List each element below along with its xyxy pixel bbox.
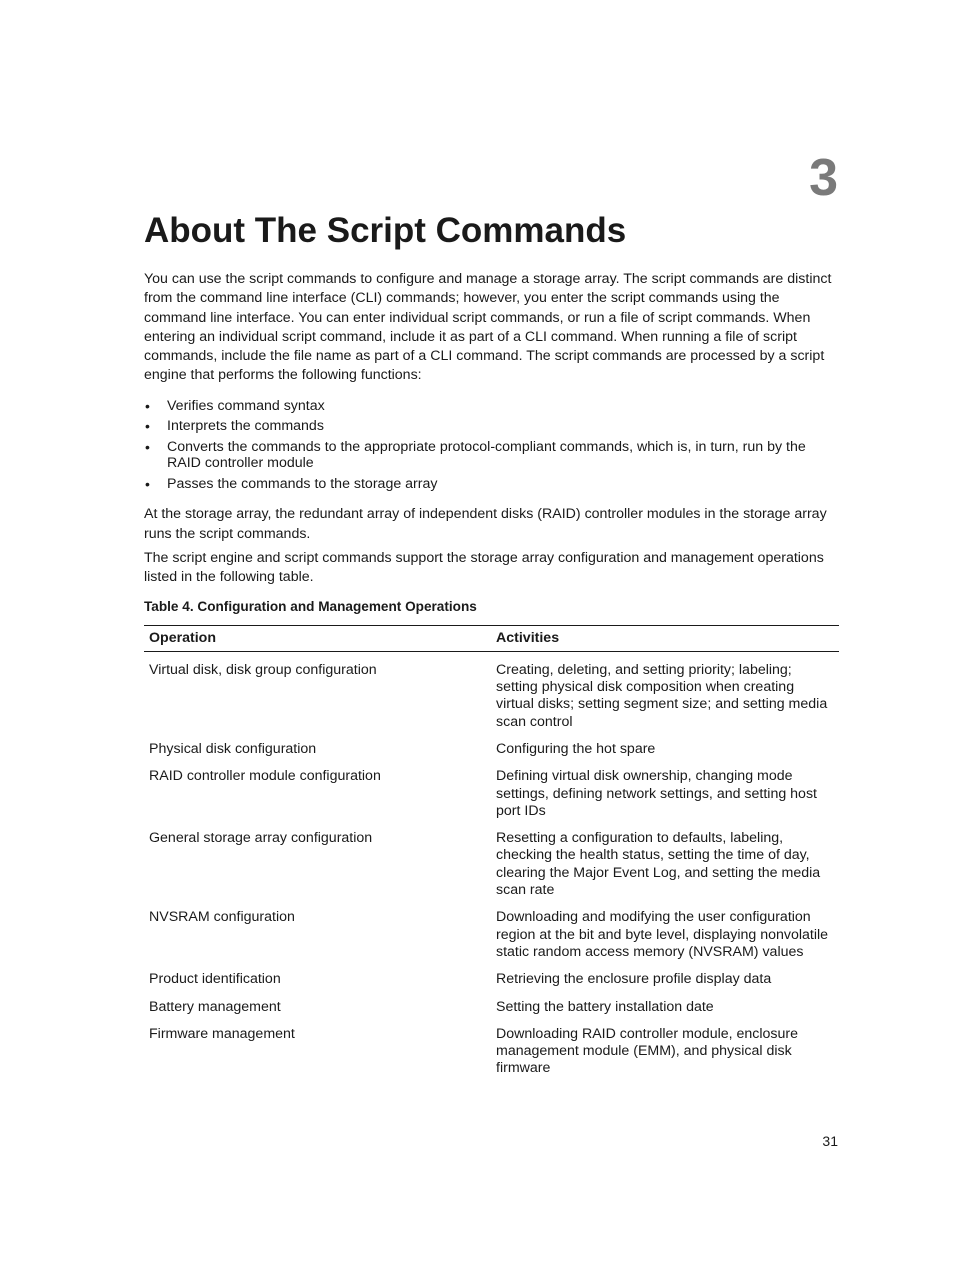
intro-paragraph: You can use the script commands to configure and manage a storage array. The script commands are distinct from the command line interface (CLI) commands; however, you enter the script commands using the command line interface. You can enter individual script commands, or run a file of script commands. When entering an individual script command, include it as part of a CLI command. When running a file of script commands, include the file name as part of a CLI command. The script commands are processed by a script engine that performs the following functions: <box>144 271 832 384</box>
list-item: • Verifies command syntax <box>144 398 839 415</box>
activities-cell: Setting the battery installation date <box>496 998 714 1015</box>
chapter-number: 3 <box>809 149 838 207</box>
operations-table <box>144 625 839 1084</box>
page-number: 31 <box>822 1133 838 1149</box>
operation-cell: Virtual disk, disk group configuration <box>149 661 377 678</box>
table-intro-paragraph: The script engine and script commands support the storage array configuration and management operations listed in the following table. <box>144 549 824 586</box>
storage-array-paragraph: At the storage array, the redundant array of independent disks (RAID) controller modules in the storage array runs the script commands. <box>144 506 827 542</box>
activities-cell: Downloading and modifying the user configuration region at the bit and byte level, displaying nonvolatile static random access memory (NVSRAM) values <box>496 909 829 960</box>
activities-cell: Retrieving the enclosure profile display data <box>496 971 772 988</box>
operation-cell: Product identification <box>149 971 281 988</box>
list-item: • Passes the commands to the storage array <box>144 476 839 493</box>
table-row <box>144 651 839 737</box>
list-item: • Interprets the commands <box>144 418 839 435</box>
page-title: About The Script Commands <box>144 211 627 250</box>
operation-cell: Physical disk configuration <box>149 740 317 757</box>
table-row <box>144 967 839 994</box>
column-header-activities: Activities <box>491 625 839 651</box>
activities-cell: Defining virtual disk ownership, changing mode settings, defining network settings, and setting host port IDs <box>496 768 817 819</box>
list-item: • Converts the commands to the appropriate protocol-compliant commands, which is, in turn, run by the RAID controller module <box>144 439 839 472</box>
table-row <box>144 764 839 826</box>
table-row <box>144 737 839 764</box>
activities-cell: Resetting a configuration to defaults, labeling, checking the health status, setting the time of day, clearing the Major Event Log, and setting the media scan rate <box>496 830 821 899</box>
functions-list <box>144 398 839 493</box>
table-header-row <box>144 625 839 651</box>
activities-cell: Creating, deleting, and setting priority; labeling; setting physical disk composition when creating virtual disks; setting segment size; and setting media scan control <box>496 661 828 730</box>
table-row <box>144 905 839 967</box>
operation-cell: NVSRAM configuration <box>149 909 295 926</box>
column-header-operation: Operation <box>144 625 491 651</box>
operation-cell: General storage array configuration <box>149 830 373 847</box>
table-row <box>144 995 839 1022</box>
table-caption: Table 4. Configuration and Management Operations <box>144 599 477 615</box>
main-content <box>144 270 839 1084</box>
operation-cell: Firmware management <box>149 1025 295 1042</box>
activities-cell: Configuring the hot spare <box>496 740 656 757</box>
operation-cell: Battery management <box>149 998 281 1015</box>
table-row <box>144 1022 839 1084</box>
table-row <box>144 826 839 905</box>
activities-cell: Downloading RAID controller module, enclosure management module (EMM), and physical disk firmware <box>496 1025 799 1077</box>
operation-cell: RAID controller module configuration <box>149 768 381 785</box>
